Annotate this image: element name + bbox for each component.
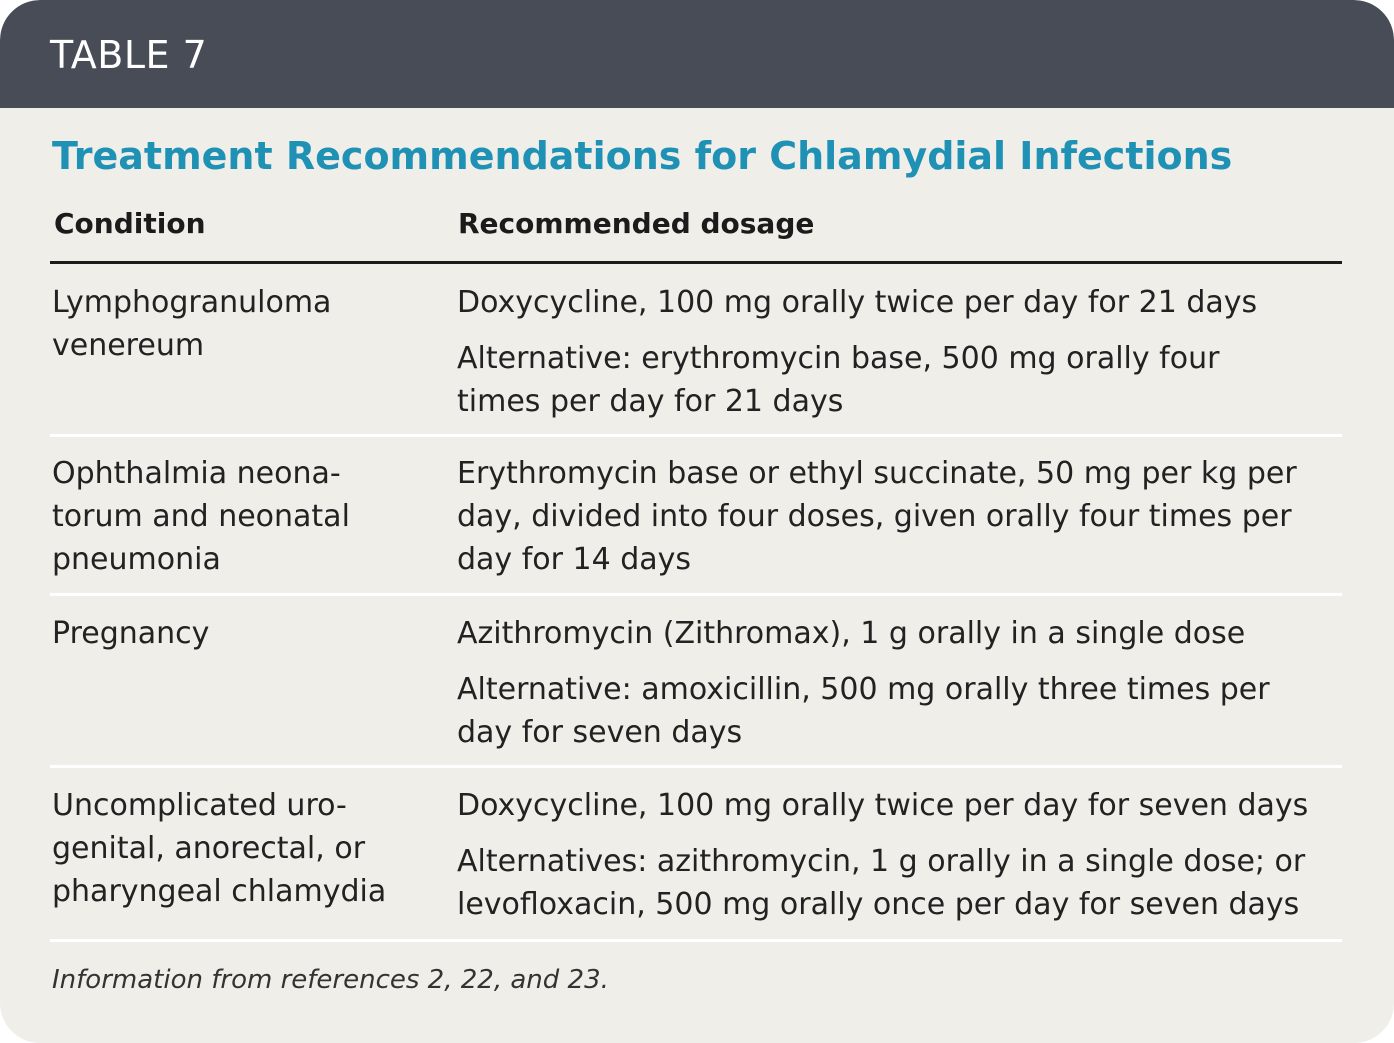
column-header-condition: Condition (54, 207, 206, 240)
dosage-line: Alternatives: azithromycin, 1 g orally in a single dose; or (457, 844, 1306, 879)
condition-cell (52, 612, 432, 655)
table-title: Treatment Recommendations for Chlamydial Infections (52, 134, 1233, 178)
row-divider (50, 434, 1342, 437)
condition-line: torum and neonatal (52, 499, 350, 534)
condition-cell (52, 452, 432, 581)
dosage-line: day for seven days (457, 715, 743, 750)
column-header-dosage: Recommended dosage (458, 207, 815, 240)
dosage-line: day for 14 days (457, 542, 692, 577)
dosage-line: Alternative: amoxicillin, 500 mg orally three times per (457, 672, 1270, 707)
dosage-line: Doxycycline, 100 mg orally twice per day for 21 days (457, 285, 1258, 320)
table-footnote: Information from references 2, 22, and 23. (52, 965, 609, 995)
dosage-line: Alternative: erythromycin base, 500 mg orally four (457, 341, 1220, 376)
condition-line: pharyngeal chlamydia (52, 874, 387, 909)
row-divider (50, 939, 1342, 942)
dosage-line: levofloxacin, 500 mg orally once per day for seven days (457, 887, 1300, 922)
row-divider (50, 765, 1342, 768)
condition-line: Lymphogranuloma (52, 285, 332, 320)
dosage-cell (457, 784, 1357, 926)
condition-line: Pregnancy (52, 616, 210, 651)
dosage-line: Erythromycin base or ethyl succinate, 50 mg per kg per (457, 456, 1297, 491)
condition-line: Ophthalmia neona- (52, 456, 341, 491)
condition-cell (52, 784, 432, 913)
dosage-line: Azithromycin (Zithromax), 1 g orally in a single dose (457, 616, 1246, 651)
row-divider (50, 593, 1342, 596)
condition-cell (52, 281, 432, 367)
dosage-cell (457, 452, 1357, 581)
dosage-cell (457, 612, 1357, 754)
condition-line: pneumonia (52, 542, 221, 577)
dosage-line: Doxycycline, 100 mg orally twice per day for seven days (457, 788, 1309, 823)
condition-line: Uncomplicated uro- (52, 788, 347, 823)
condition-line: venereum (52, 328, 205, 363)
header-divider (50, 261, 1342, 264)
dosage-line: day, divided into four doses, given orally four times per (457, 499, 1292, 534)
condition-line: genital, anorectal, or (52, 831, 366, 866)
dosage-line: times per day for 21 days (457, 384, 844, 419)
table-header-bar (0, 0, 1394, 108)
dosage-cell (457, 281, 1357, 423)
table-number-label: TABLE 7 (50, 33, 208, 77)
